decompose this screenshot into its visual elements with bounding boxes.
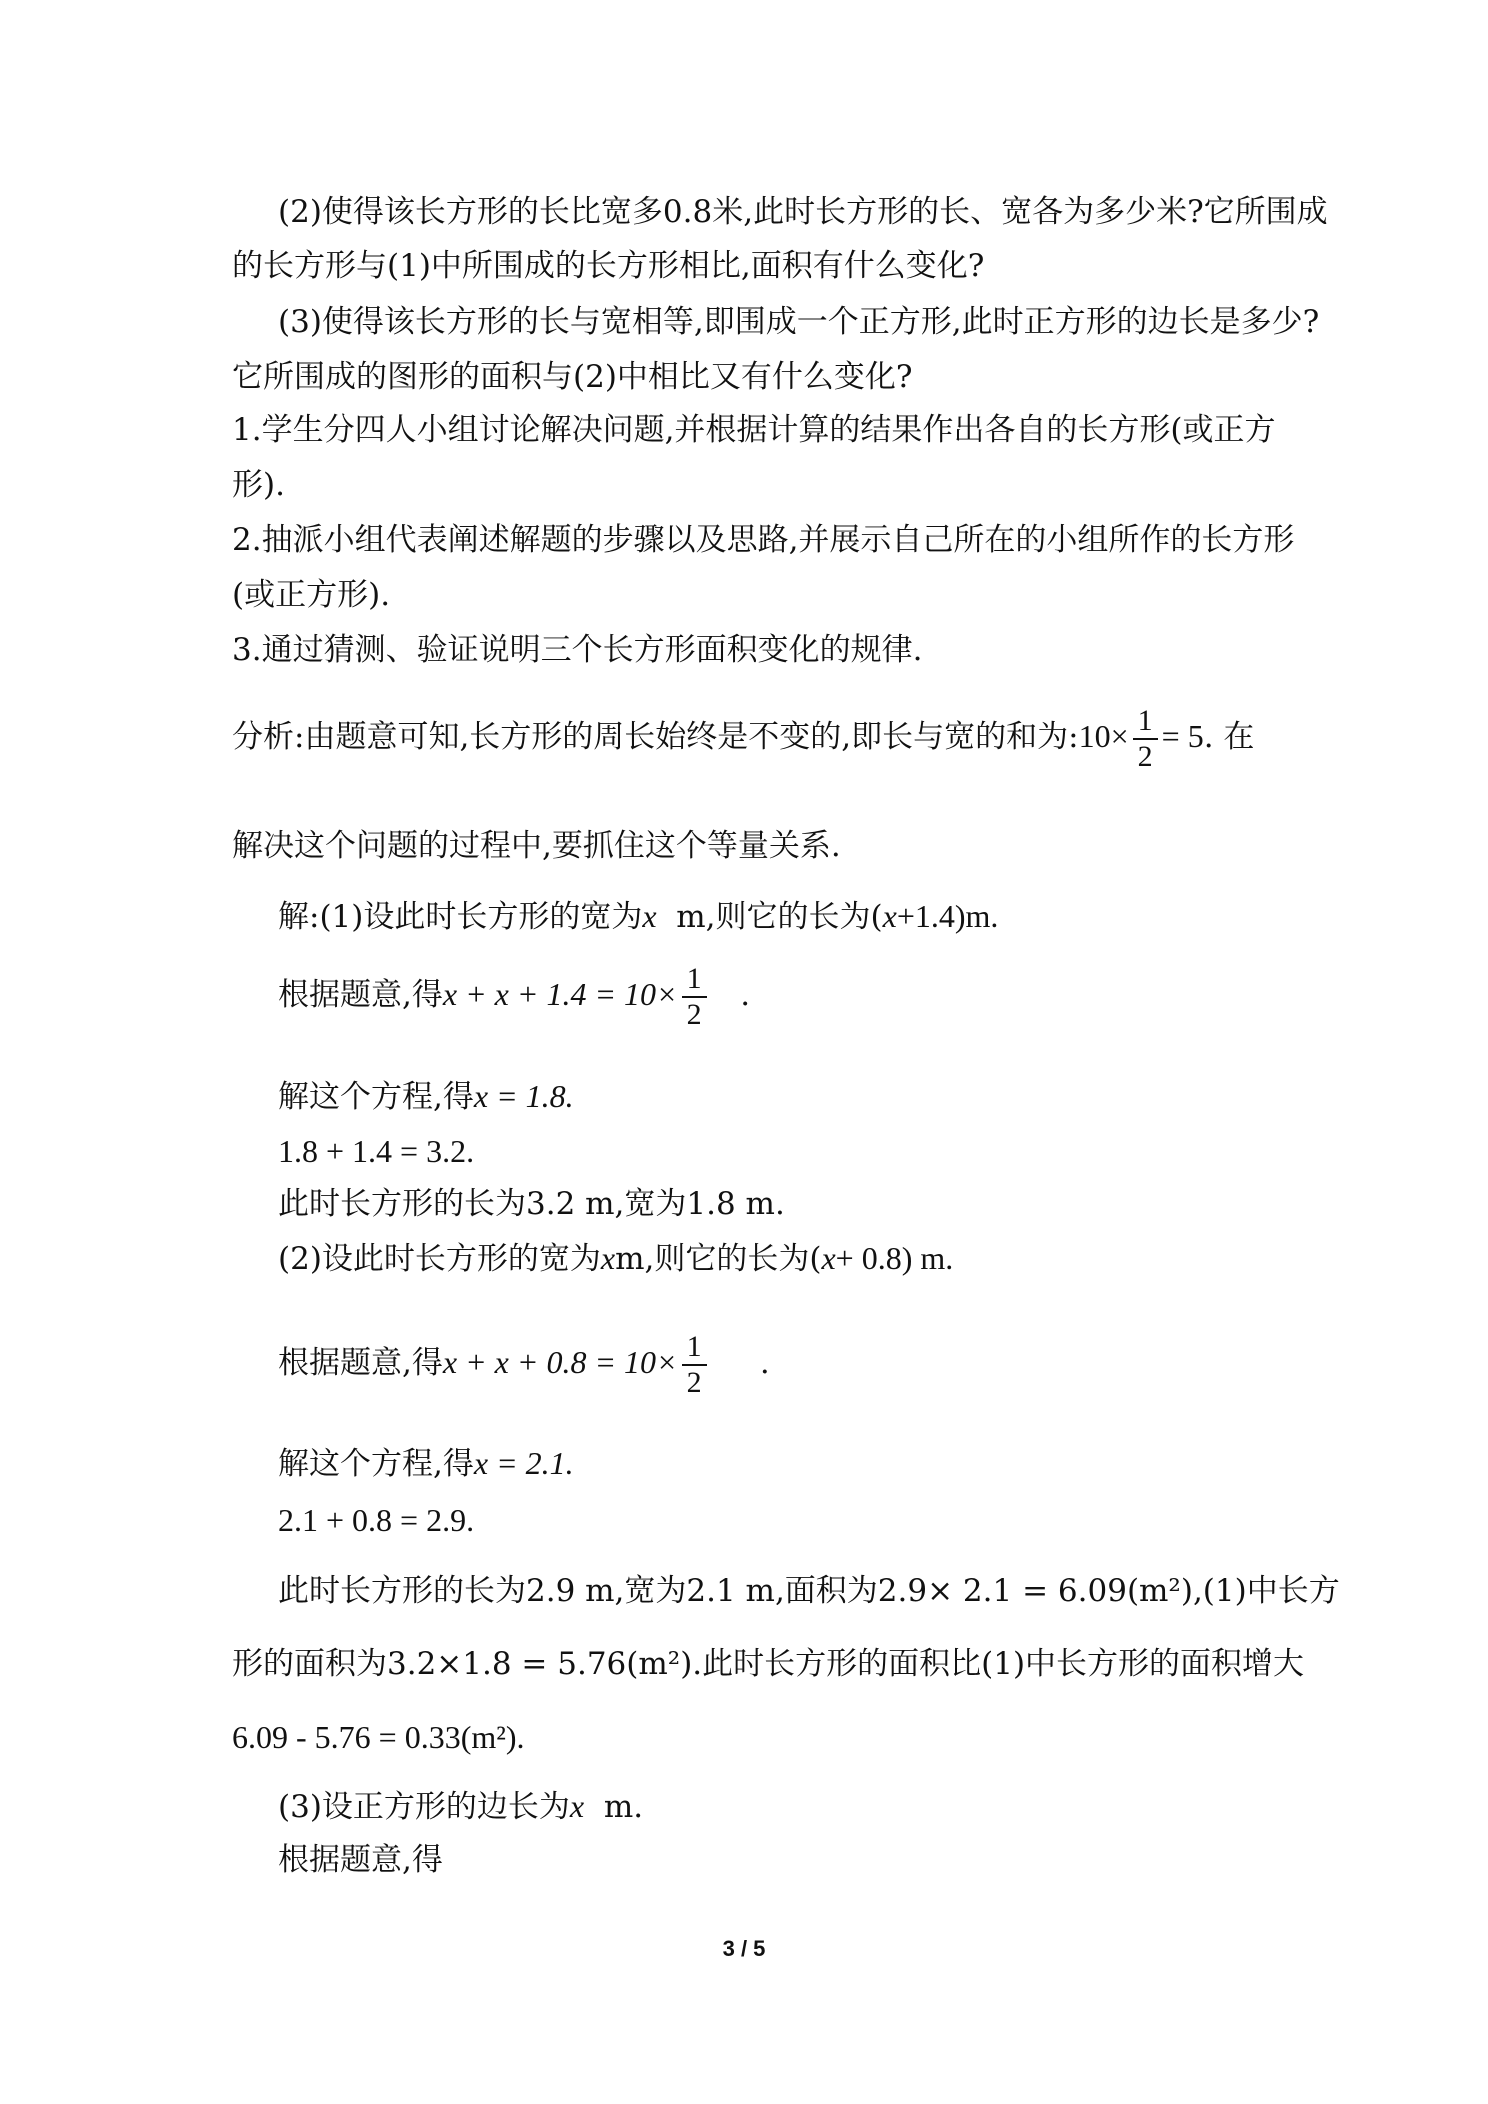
fraction-denominator: 2 (686, 1365, 702, 1399)
variable-x: x (882, 898, 897, 934)
question-2-line-2: 的长方形与(1)中所围成的长方形相比,面积有什么变化? (232, 248, 985, 284)
equation-1-period: . (740, 977, 751, 1013)
variable-x: x (821, 1240, 836, 1276)
equation-2-period: . (759, 1345, 770, 1381)
solution-1-text: 解:(1)设此时长方形的宽为 (278, 899, 643, 935)
page-number: 3 / 5 (722, 1936, 766, 1961)
equation-2-line (278, 1326, 770, 1400)
question-3-line-1: (3)使得该长方形的长与宽相等,即围成一个正方形,此时正方形的边长是多少? (278, 304, 1320, 340)
variable-x: x (642, 898, 657, 934)
solve-1-result: x = 1.8. (473, 1078, 574, 1114)
solution-2-expr: + 0.8) m. (835, 1240, 954, 1276)
calc-1-line: 1.8 + 1.4 = 3.2. (278, 1133, 475, 1169)
step-1-line-1: 1.学生分四人小组讨论解决问题,并根据计算的结果作出各自的长方形(或正方 (232, 412, 1276, 448)
solve-2-prefix: 解这个方程,得 (278, 1446, 474, 1482)
fraction-numerator: 1 (682, 962, 707, 998)
fraction-denominator: 2 (686, 997, 702, 1031)
analysis-line (232, 700, 1254, 774)
fraction-denominator: 2 (1137, 739, 1153, 773)
equation-1-expr: x + x + 1.4 = 10× (442, 976, 678, 1012)
analysis-suffix: . 在 (1203, 719, 1255, 755)
question-3-line-2: 它所围成的图形的面积与(2)中相比又有什么变化? (232, 359, 913, 395)
solution-2-text: (2)设此时长方形的宽为 (278, 1241, 601, 1277)
fraction-one-half (1133, 704, 1158, 774)
solution-1-mid: m,则它的长为( (676, 899, 883, 935)
solve-1-line (278, 1076, 574, 1117)
solution-3-unit: m. (603, 1789, 644, 1825)
analysis-text: 分析:由题意可知,长方形的周长始终是不变的,即长与宽的和为: (232, 719, 1079, 755)
analysis-continuation: 解决这个问题的过程中,要抓住这个等量关系. (232, 828, 841, 864)
solution-3-setup (278, 1786, 643, 1827)
solve-2-result: x = 2.1. (473, 1445, 574, 1481)
solve-1-prefix: 解这个方程,得 (278, 1079, 474, 1115)
question-2-line-1: (2)使得该长方形的长比宽多0.8米,此时长方形的长、宽各为多少米?它所围成 (278, 194, 1328, 230)
analysis-expr-right: = 5 (1161, 718, 1204, 754)
result-2-line-1: 此时长方形的长为2.9 m,宽为2.1 m,面积为2.9× 2.1 = 6.09(m²),(1)中长方 (278, 1573, 1340, 1609)
fraction-numerator: 1 (1133, 704, 1158, 740)
variable-x: x (569, 1788, 585, 1824)
solution-1-expr: +1.4)m. (896, 898, 999, 934)
equation-2-prefix: 根据题意,得 (278, 1345, 443, 1381)
calc-2-line: 2.1 + 0.8 = 2.9. (278, 1502, 475, 1538)
fraction-one-half (682, 1330, 707, 1400)
variable-x: x (600, 1240, 616, 1276)
result-1-line: 此时长方形的长为3.2 m,宽为1.8 m. (278, 1186, 785, 1222)
fraction-one-half (682, 962, 707, 1032)
equation-1-line (278, 958, 750, 1032)
fraction-numerator: 1 (682, 1330, 707, 1366)
result-2-line-2: 形的面积为3.2×1.8 = 5.76(m²).此时长方形的面积比(1)中长方形的面积增大 (232, 1646, 1305, 1682)
solution-3-text: (3)设正方形的边长为 (278, 1789, 570, 1825)
solution-1-setup (278, 896, 998, 937)
step-3: 3.通过猜测、验证说明三个长方形面积变化的规律. (232, 632, 923, 668)
solve-2-line (278, 1443, 574, 1484)
step-1-line-2: 形). (232, 467, 285, 503)
analysis-expr-left: 10× (1078, 718, 1129, 754)
equation-1-prefix: 根据题意,得 (278, 977, 443, 1013)
step-2-line-1: 2.抽派小组代表阐述解题的步骤以及思路,并展示自己所在的小组所作的长方形 (232, 522, 1295, 558)
result-2-line-3: 6.09 - 5.76 = 0.33(m²). (232, 1719, 525, 1755)
solution-2-mid: m,则它的长为( (615, 1241, 822, 1277)
equation-2-expr: x + x + 0.8 = 10× (442, 1344, 678, 1380)
step-2-line-2: (或正方形). (232, 577, 391, 613)
equation-3-prefix: 根据题意,得 (278, 1842, 443, 1878)
solution-2-setup (278, 1238, 953, 1279)
